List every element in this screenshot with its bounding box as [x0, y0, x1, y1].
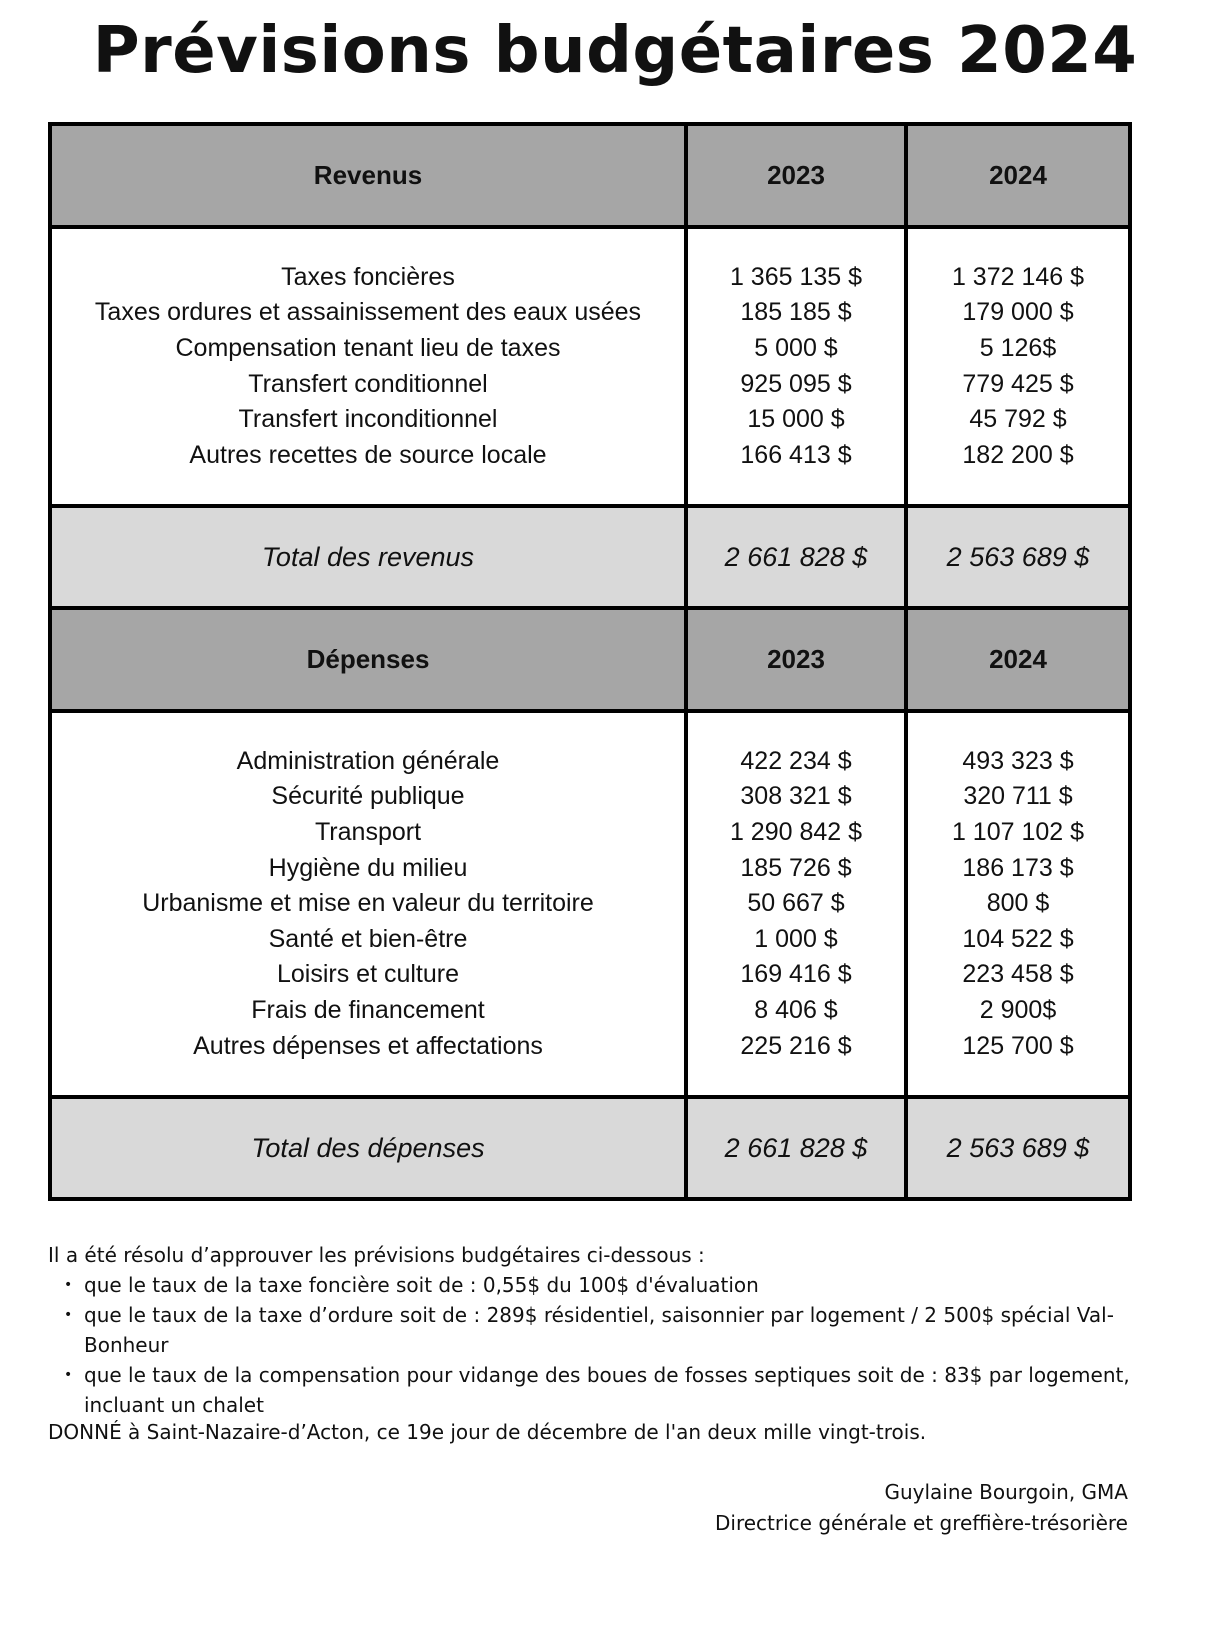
depenses-value-2023: 1 000 $ [754, 924, 838, 953]
revenus-value-2023: 166 413 $ [740, 440, 852, 469]
revenus-value-2023: 1 365 135 $ [729, 262, 863, 291]
depenses-value-2023: 308 321 $ [740, 782, 852, 811]
depenses-label: Sécurité publique [271, 782, 465, 811]
revenus-value-2024: 1 372 146 $ [951, 262, 1085, 291]
resolution-item: • que le taux de la taxe d’ordure soit de : 289$ résidentiel, saisonnier par logement / 2 500$ spécial Val-Bonheur [84, 1300, 1148, 1360]
depenses-label: Frais de financement [251, 995, 485, 1024]
revenus-value-2024: 45 792 $ [969, 405, 1067, 434]
depenses-value-2023: 50 667 $ [747, 889, 845, 918]
revenus-header-row [50, 124, 1130, 227]
depenses-value-2023: 169 416 $ [740, 960, 852, 989]
revenus-value-2023: 15 000 $ [747, 405, 845, 434]
revenus-label: Autres recettes de source locale [189, 440, 547, 469]
depenses-total-row [50, 1097, 1130, 1199]
revenus-2024-cell [906, 227, 1130, 506]
revenus-labels-cell [50, 227, 686, 506]
depenses-2023-cell [686, 711, 906, 1097]
depenses-total-label: Total des dépenses [50, 1097, 686, 1199]
revenus-header-label: Revenus [50, 124, 686, 227]
depenses-value-2024: 493 323 $ [962, 746, 1074, 775]
depenses-label: Transport [314, 818, 422, 847]
revenus-label: Taxes foncières [281, 262, 455, 291]
depenses-value-2024: 104 522 $ [962, 924, 1074, 953]
depenses-header-row [50, 608, 1130, 711]
depenses-value-2024: 320 711 $ [963, 782, 1073, 811]
depenses-header-2023: 2023 [686, 608, 906, 711]
revenus-total-2023: 2 661 828 $ [686, 506, 906, 608]
revenus-value-2023: 185 185 $ [740, 298, 852, 327]
revenus-body-row [50, 227, 1130, 506]
depenses-value-2023: 422 234 $ [740, 746, 852, 775]
page-title: Prévisions budgétaires 2024 [92, 14, 1138, 88]
revenus-value-2023: 5 000 $ [754, 333, 838, 362]
revenus-total-label: Total des revenus [50, 506, 686, 608]
revenus-value-2024: 5 126$ [979, 333, 1057, 362]
depenses-value-2024: 800 $ [986, 889, 1050, 918]
depenses-value-2024: 1 107 102 $ [951, 818, 1085, 847]
depenses-2024-cell [906, 711, 1130, 1097]
depenses-body-row [50, 711, 1130, 1097]
depenses-label: Administration générale [236, 746, 500, 775]
revenus-value-2023: 925 095 $ [740, 369, 852, 398]
revenus-value-2024: 182 200 $ [962, 440, 1074, 469]
depenses-value-2023: 185 726 $ [740, 853, 852, 882]
revenus-total-row [50, 506, 1130, 608]
depenses-header-2024: 2024 [906, 608, 1130, 711]
depenses-label: Loisirs et culture [276, 960, 460, 989]
depenses-value-2024: 223 458 $ [962, 960, 1074, 989]
resolution-item: • que le taux de la compensation pour vidange des boues de fosses septiques soit de : 83$ par logement, incluant un chalet [84, 1360, 1148, 1420]
resolution-item: • que le taux de la taxe foncière soit de : 0,55$ du 100$ d'évaluation [84, 1270, 1148, 1300]
revenus-total-2024: 2 563 689 $ [906, 506, 1130, 608]
depenses-labels-cell [50, 711, 686, 1097]
depenses-total-2023: 2 661 828 $ [686, 1097, 906, 1199]
depenses-value-2023: 225 216 $ [740, 1031, 852, 1060]
revenus-header-2023: 2023 [686, 124, 906, 227]
given-statement: DONNÉ à Saint-Nazaire-d’Acton, ce 19e jour de décembre de l'an deux mille vingt-trois. [48, 1420, 927, 1444]
revenus-header-2024: 2024 [906, 124, 1130, 227]
budget-table [48, 122, 1132, 1201]
signatory-name: Guylaine Bourgoin, GMA [884, 1480, 1128, 1504]
revenus-label: Taxes ordures et assainissement des eaux usées [94, 298, 642, 327]
revenus-value-2024: 779 425 $ [962, 369, 1074, 398]
depenses-label: Hygiène du milieu [268, 853, 468, 882]
revenus-2023-cell [686, 227, 906, 506]
depenses-value-2024: 125 700 $ [962, 1031, 1074, 1060]
depenses-label: Autres dépenses et affectations [193, 1031, 543, 1060]
depenses-total-2024: 2 563 689 $ [906, 1097, 1130, 1199]
revenus-value-2024: 179 000 $ [962, 298, 1074, 327]
revenus-label: Compensation tenant lieu de taxes [175, 333, 561, 362]
signatory-role: Directrice générale et greffière-trésorière [715, 1511, 1128, 1535]
depenses-label: Urbanisme et mise en valeur du territoire [142, 889, 594, 918]
depenses-header-label: Dépenses [50, 608, 686, 711]
signature-block [715, 1477, 1128, 1539]
depenses-value-2024: 2 900$ [979, 995, 1057, 1024]
revenus-label: Transfert inconditionnel [238, 405, 498, 434]
depenses-value-2023: 1 290 842 $ [729, 818, 863, 847]
revenus-label: Transfert conditionnel [248, 369, 488, 398]
depenses-value-2024: 186 173 $ [962, 853, 1074, 882]
resolution-list [48, 1270, 1148, 1420]
resolution-notes [48, 1240, 1148, 1420]
resolution-intro: Il a été résolu d’approuver les prévisions budgétaires ci-dessous : [48, 1243, 705, 1267]
depenses-value-2023: 8 406 $ [754, 995, 838, 1024]
depenses-label: Santé et bien-être [268, 924, 468, 953]
